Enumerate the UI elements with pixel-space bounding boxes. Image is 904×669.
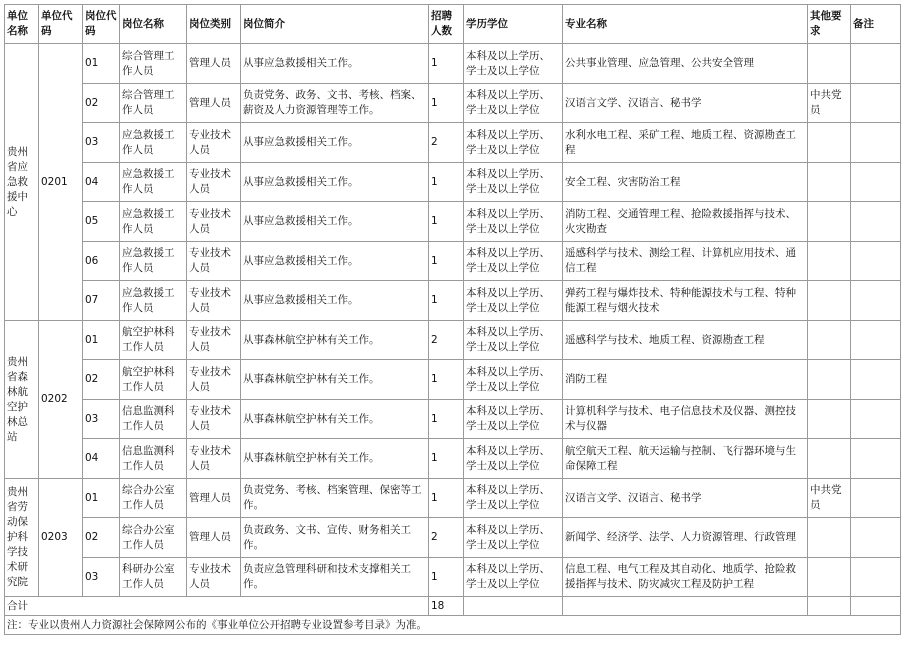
other-requirements-cell xyxy=(808,281,851,321)
headcount-cell: 2 xyxy=(429,321,464,360)
remark-cell xyxy=(851,44,901,84)
header-cell: 招聘人数 xyxy=(429,5,464,44)
unit-name-cell: 贵州省森林航空护林总站 xyxy=(5,321,39,479)
other-requirements-cell xyxy=(808,242,851,281)
other-requirements-cell xyxy=(808,123,851,163)
position-intro-cell: 从事森林航空护林有关工作。 xyxy=(241,400,429,439)
table-footer xyxy=(5,597,901,635)
unit-code-cell: 0202 xyxy=(39,321,83,479)
position-code-cell: 02 xyxy=(83,518,120,558)
other-requirements-cell xyxy=(808,558,851,597)
other-requirements-cell xyxy=(808,360,851,400)
education-cell: 本科及以上学历、学士及以上学位 xyxy=(464,242,563,281)
header-cell: 单位名称 xyxy=(5,5,39,44)
education-cell: 本科及以上学历、学士及以上学位 xyxy=(464,44,563,84)
table-row xyxy=(5,360,901,400)
position-name-cell: 综合管理工作人员 xyxy=(120,44,187,84)
position-intro-cell: 负责政务、文书、宣传、财务相关工作。 xyxy=(241,518,429,558)
major-cell: 信息工程、电气工程及其自动化、地质学、抢险救援指挥与技术、防灾减灾工程及防护工程 xyxy=(563,558,808,597)
position-category-cell: 专业技术人员 xyxy=(187,321,241,360)
position-name-cell: 航空护林科工作人员 xyxy=(120,360,187,400)
recruitment-table-container xyxy=(4,4,901,635)
other-requirements-cell xyxy=(808,439,851,479)
headcount-cell: 1 xyxy=(429,163,464,202)
table-row xyxy=(5,558,901,597)
table-row xyxy=(5,400,901,439)
position-code-cell: 04 xyxy=(83,439,120,479)
major-cell: 安全工程、灾害防治工程 xyxy=(563,163,808,202)
education-cell: 本科及以上学历、学士及以上学位 xyxy=(464,518,563,558)
education-cell: 本科及以上学历、学士及以上学位 xyxy=(464,558,563,597)
education-cell: 本科及以上学历、学士及以上学位 xyxy=(464,281,563,321)
total-empty-cell xyxy=(563,597,808,616)
position-intro-cell: 从事森林航空护林有关工作。 xyxy=(241,360,429,400)
position-name-cell: 综合办公室工作人员 xyxy=(120,518,187,558)
remark-cell xyxy=(851,281,901,321)
headcount-cell: 1 xyxy=(429,84,464,123)
education-cell: 本科及以上学历、学士及以上学位 xyxy=(464,202,563,242)
table-row xyxy=(5,44,901,84)
unit-code-cell: 0203 xyxy=(39,479,83,597)
total-empty-cell xyxy=(851,597,901,616)
footnote: 注：专业以贵州人力资源社会保障网公布的《事业单位公开招聘专业设置参考目录》为准。 xyxy=(5,616,901,635)
other-requirements-cell: 中共党员 xyxy=(808,479,851,518)
education-cell: 本科及以上学历、学士及以上学位 xyxy=(464,84,563,123)
remark-cell xyxy=(851,400,901,439)
position-code-cell: 04 xyxy=(83,163,120,202)
position-name-cell: 科研办公室工作人员 xyxy=(120,558,187,597)
position-category-cell: 专业技术人员 xyxy=(187,439,241,479)
major-cell: 弹药工程与爆炸技术、特种能源技术与工程、特种能源工程与烟火技术 xyxy=(563,281,808,321)
education-cell: 本科及以上学历、学士及以上学位 xyxy=(464,439,563,479)
position-name-cell: 应急救援工作人员 xyxy=(120,163,187,202)
position-category-cell: 专业技术人员 xyxy=(187,360,241,400)
position-intro-cell: 从事应急救援相关工作。 xyxy=(241,44,429,84)
header-cell: 岗位名称 xyxy=(120,5,187,44)
position-intro-cell: 从事应急救援相关工作。 xyxy=(241,123,429,163)
major-cell: 新闻学、经济学、法学、人力资源管理、行政管理 xyxy=(563,518,808,558)
header-cell: 学历学位 xyxy=(464,5,563,44)
unit-code-cell: 0201 xyxy=(39,44,83,321)
other-requirements-cell xyxy=(808,400,851,439)
headcount-cell: 1 xyxy=(429,439,464,479)
position-code-cell: 05 xyxy=(83,202,120,242)
headcount-cell: 2 xyxy=(429,518,464,558)
major-cell: 遥感科学与技术、测绘工程、计算机应用技术、通信工程 xyxy=(563,242,808,281)
position-code-cell: 01 xyxy=(83,479,120,518)
total-empty-cell xyxy=(808,597,851,616)
position-category-cell: 专业技术人员 xyxy=(187,558,241,597)
headcount-cell: 1 xyxy=(429,242,464,281)
major-cell: 水利水电工程、采矿工程、地质工程、资源勘查工程 xyxy=(563,123,808,163)
table-row xyxy=(5,123,901,163)
education-cell: 本科及以上学历、学士及以上学位 xyxy=(464,479,563,518)
table-header xyxy=(5,5,901,44)
position-code-cell: 03 xyxy=(83,400,120,439)
education-cell: 本科及以上学历、学士及以上学位 xyxy=(464,360,563,400)
note-row xyxy=(5,616,901,635)
header-cell: 岗位代码 xyxy=(83,5,120,44)
unit-name-cell: 贵州省劳动保护科学技术研究院 xyxy=(5,479,39,597)
table-row xyxy=(5,518,901,558)
remark-cell xyxy=(851,84,901,123)
education-cell: 本科及以上学历、学士及以上学位 xyxy=(464,321,563,360)
position-name-cell: 信息监测科工作人员 xyxy=(120,400,187,439)
position-code-cell: 01 xyxy=(83,44,120,84)
headcount-cell: 1 xyxy=(429,558,464,597)
education-cell: 本科及以上学历、学士及以上学位 xyxy=(464,163,563,202)
position-category-cell: 专业技术人员 xyxy=(187,400,241,439)
header-cell: 专业名称 xyxy=(563,5,808,44)
other-requirements-cell xyxy=(808,518,851,558)
major-cell: 遥感科学与技术、地质工程、资源勘查工程 xyxy=(563,321,808,360)
position-intro-cell: 从事应急救援相关工作。 xyxy=(241,163,429,202)
position-name-cell: 应急救援工作人员 xyxy=(120,202,187,242)
major-cell: 消防工程、交通管理工程、抢险救援指挥与技术、火灾勘查 xyxy=(563,202,808,242)
table-row xyxy=(5,479,901,518)
header-cell: 其他要求 xyxy=(808,5,851,44)
position-name-cell: 航空护林科工作人员 xyxy=(120,321,187,360)
table-body xyxy=(5,44,901,597)
major-cell: 汉语言文学、汉语言、秘书学 xyxy=(563,479,808,518)
header-row xyxy=(5,5,901,44)
position-category-cell: 管理人员 xyxy=(187,479,241,518)
remark-cell xyxy=(851,479,901,518)
position-category-cell: 管理人员 xyxy=(187,44,241,84)
table-row xyxy=(5,163,901,202)
position-category-cell: 管理人员 xyxy=(187,84,241,123)
position-code-cell: 02 xyxy=(83,84,120,123)
headcount-cell: 2 xyxy=(429,123,464,163)
remark-cell xyxy=(851,163,901,202)
position-intro-cell: 从事应急救援相关工作。 xyxy=(241,242,429,281)
headcount-cell: 1 xyxy=(429,281,464,321)
headcount-cell: 1 xyxy=(429,400,464,439)
headcount-cell: 1 xyxy=(429,479,464,518)
header-cell: 岗位类别 xyxy=(187,5,241,44)
table-row xyxy=(5,281,901,321)
position-category-cell: 专业技术人员 xyxy=(187,281,241,321)
total-count: 18 xyxy=(429,597,464,616)
remark-cell xyxy=(851,321,901,360)
major-cell: 消防工程 xyxy=(563,360,808,400)
other-requirements-cell: 中共党员 xyxy=(808,84,851,123)
position-intro-cell: 从事森林航空护林有关工作。 xyxy=(241,321,429,360)
position-category-cell: 管理人员 xyxy=(187,518,241,558)
recruitment-table xyxy=(4,4,901,635)
position-intro-cell: 负责党务、政务、文书、考核、档案、薪资及人力资源管理等工作。 xyxy=(241,84,429,123)
position-code-cell: 07 xyxy=(83,281,120,321)
header-cell: 单位代码 xyxy=(39,5,83,44)
position-name-cell: 综合办公室工作人员 xyxy=(120,479,187,518)
position-name-cell: 综合管理工作人员 xyxy=(120,84,187,123)
position-intro-cell: 从事森林航空护林有关工作。 xyxy=(241,439,429,479)
major-cell: 航空航天工程、航天运输与控制、飞行器环境与生命保障工程 xyxy=(563,439,808,479)
remark-cell xyxy=(851,439,901,479)
position-code-cell: 06 xyxy=(83,242,120,281)
remark-cell xyxy=(851,558,901,597)
remark-cell xyxy=(851,202,901,242)
major-cell: 公共事业管理、应急管理、公共安全管理 xyxy=(563,44,808,84)
other-requirements-cell xyxy=(808,321,851,360)
total-row xyxy=(5,597,901,616)
table-row xyxy=(5,242,901,281)
unit-name-cell: 贵州省应急救援中心 xyxy=(5,44,39,321)
position-intro-cell: 从事应急救援相关工作。 xyxy=(241,202,429,242)
position-category-cell: 专业技术人员 xyxy=(187,202,241,242)
remark-cell xyxy=(851,242,901,281)
table-row xyxy=(5,439,901,479)
position-category-cell: 专业技术人员 xyxy=(187,163,241,202)
headcount-cell: 1 xyxy=(429,44,464,84)
table-row xyxy=(5,202,901,242)
position-code-cell: 02 xyxy=(83,360,120,400)
headcount-cell: 1 xyxy=(429,360,464,400)
other-requirements-cell xyxy=(808,163,851,202)
position-category-cell: 专业技术人员 xyxy=(187,242,241,281)
position-name-cell: 应急救援工作人员 xyxy=(120,281,187,321)
position-intro-cell: 从事应急救援相关工作。 xyxy=(241,281,429,321)
other-requirements-cell xyxy=(808,44,851,84)
headcount-cell: 1 xyxy=(429,202,464,242)
header-cell: 备注 xyxy=(851,5,901,44)
position-name-cell: 应急救援工作人员 xyxy=(120,242,187,281)
position-intro-cell: 负责党务、考核、档案管理、保密等工作。 xyxy=(241,479,429,518)
other-requirements-cell xyxy=(808,202,851,242)
table-row xyxy=(5,321,901,360)
remark-cell xyxy=(851,123,901,163)
education-cell: 本科及以上学历、学士及以上学位 xyxy=(464,400,563,439)
position-intro-cell: 负责应急管理科研和技术支撑相关工作。 xyxy=(241,558,429,597)
total-empty-cell xyxy=(464,597,563,616)
header-cell: 岗位简介 xyxy=(241,5,429,44)
major-cell: 汉语言文学、汉语言、秘书学 xyxy=(563,84,808,123)
remark-cell xyxy=(851,518,901,558)
position-code-cell: 03 xyxy=(83,558,120,597)
position-category-cell: 专业技术人员 xyxy=(187,123,241,163)
position-name-cell: 应急救援工作人员 xyxy=(120,123,187,163)
position-code-cell: 01 xyxy=(83,321,120,360)
education-cell: 本科及以上学历、学士及以上学位 xyxy=(464,123,563,163)
position-code-cell: 03 xyxy=(83,123,120,163)
remark-cell xyxy=(851,360,901,400)
major-cell: 计算机科学与技术、电子信息技术及仪器、测控技术与仪器 xyxy=(563,400,808,439)
position-name-cell: 信息监测科工作人员 xyxy=(120,439,187,479)
table-row xyxy=(5,84,901,123)
total-label: 合计 xyxy=(5,597,429,616)
